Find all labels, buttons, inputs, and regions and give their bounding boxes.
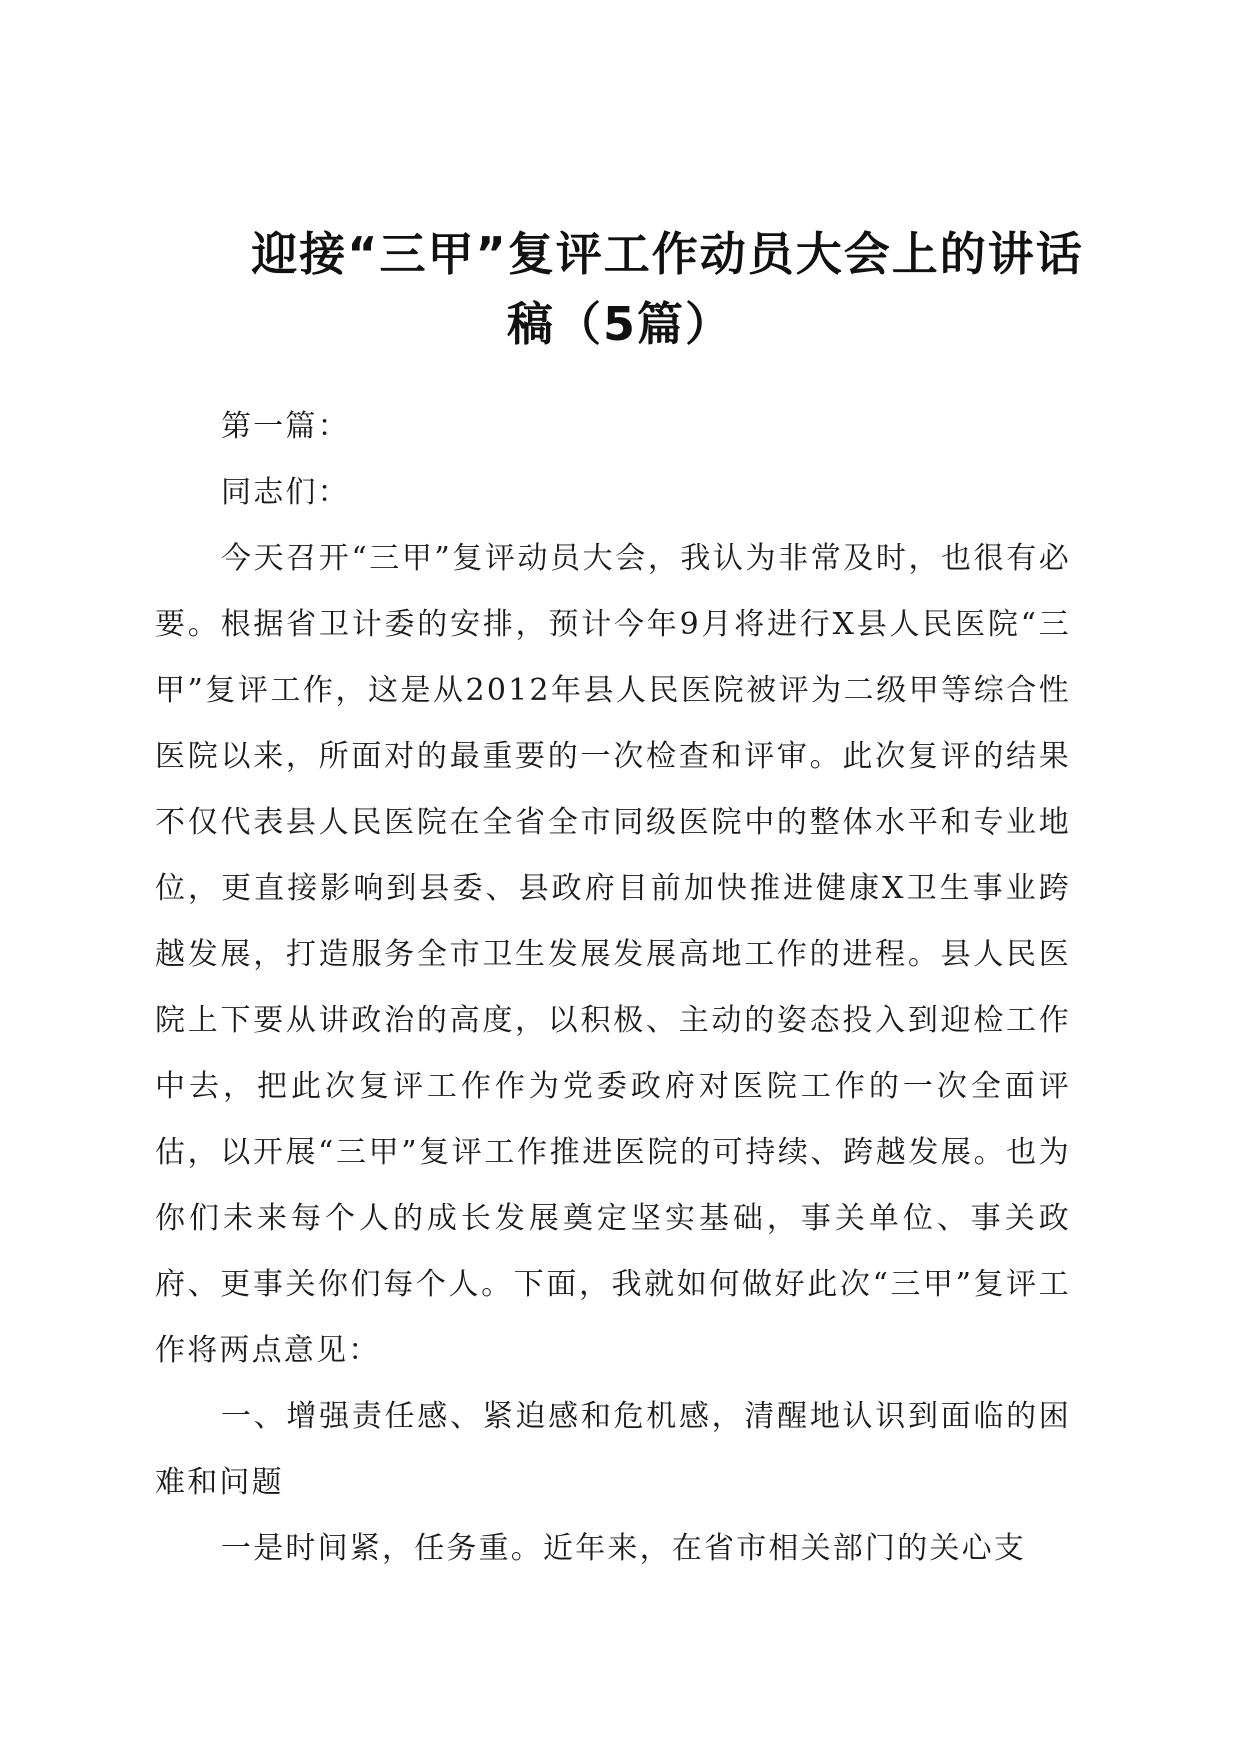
body-paragraph: 今天召开“三甲”复评动员大会，我认为非常及时，也很有必要。根据省卫计委的安排，预计今年9月将进行X县人民医院“三甲”复评工作，这是从2012年县人民医院被评为二级甲等综合性医院以来，所面对的最重要的一次检查和评审。此次复评的结果不仅代表县人民医院在全省全市同级医院中的整体水平和专业地位，更直接影响到县委、县政府目前加快推进健康X卫生事业跨越发展，打造服务全市卫生发展发展高地工作的进程。县人民医院上下要从讲政治的高度，以积极、主动的姿态投入到迎检工作中去，把此次复评工作作为党委政府对医院工作的一次全面评估，以开展“三甲”复评工作推进医院的可持续、跨越发展。也为你们未来每个人的成长发展奠定坚实基础，事关单位、事关政府、更事关你们每个人。下面，我就如何做好此次“三甲”复评工作将两点意见： [155,541,1071,1368]
document-title-line-1: 迎接“三甲”复评工作动员大会上的讲话 [251,227,1084,281]
document-body [155,394,1071,1582]
salutation: 同志们： [221,475,350,510]
document-title-line-2: 稿（5篇） [506,297,733,351]
section-label: 第一篇： [221,409,350,444]
body-paragraph: 一是时间紧，任务重。近年来，在省市相关部门的关心支 [221,1531,1026,1566]
section-heading: 一、增强责任感、紧迫感和危机感，清醒地认识到面临的困难和问题 [155,1399,1071,1500]
